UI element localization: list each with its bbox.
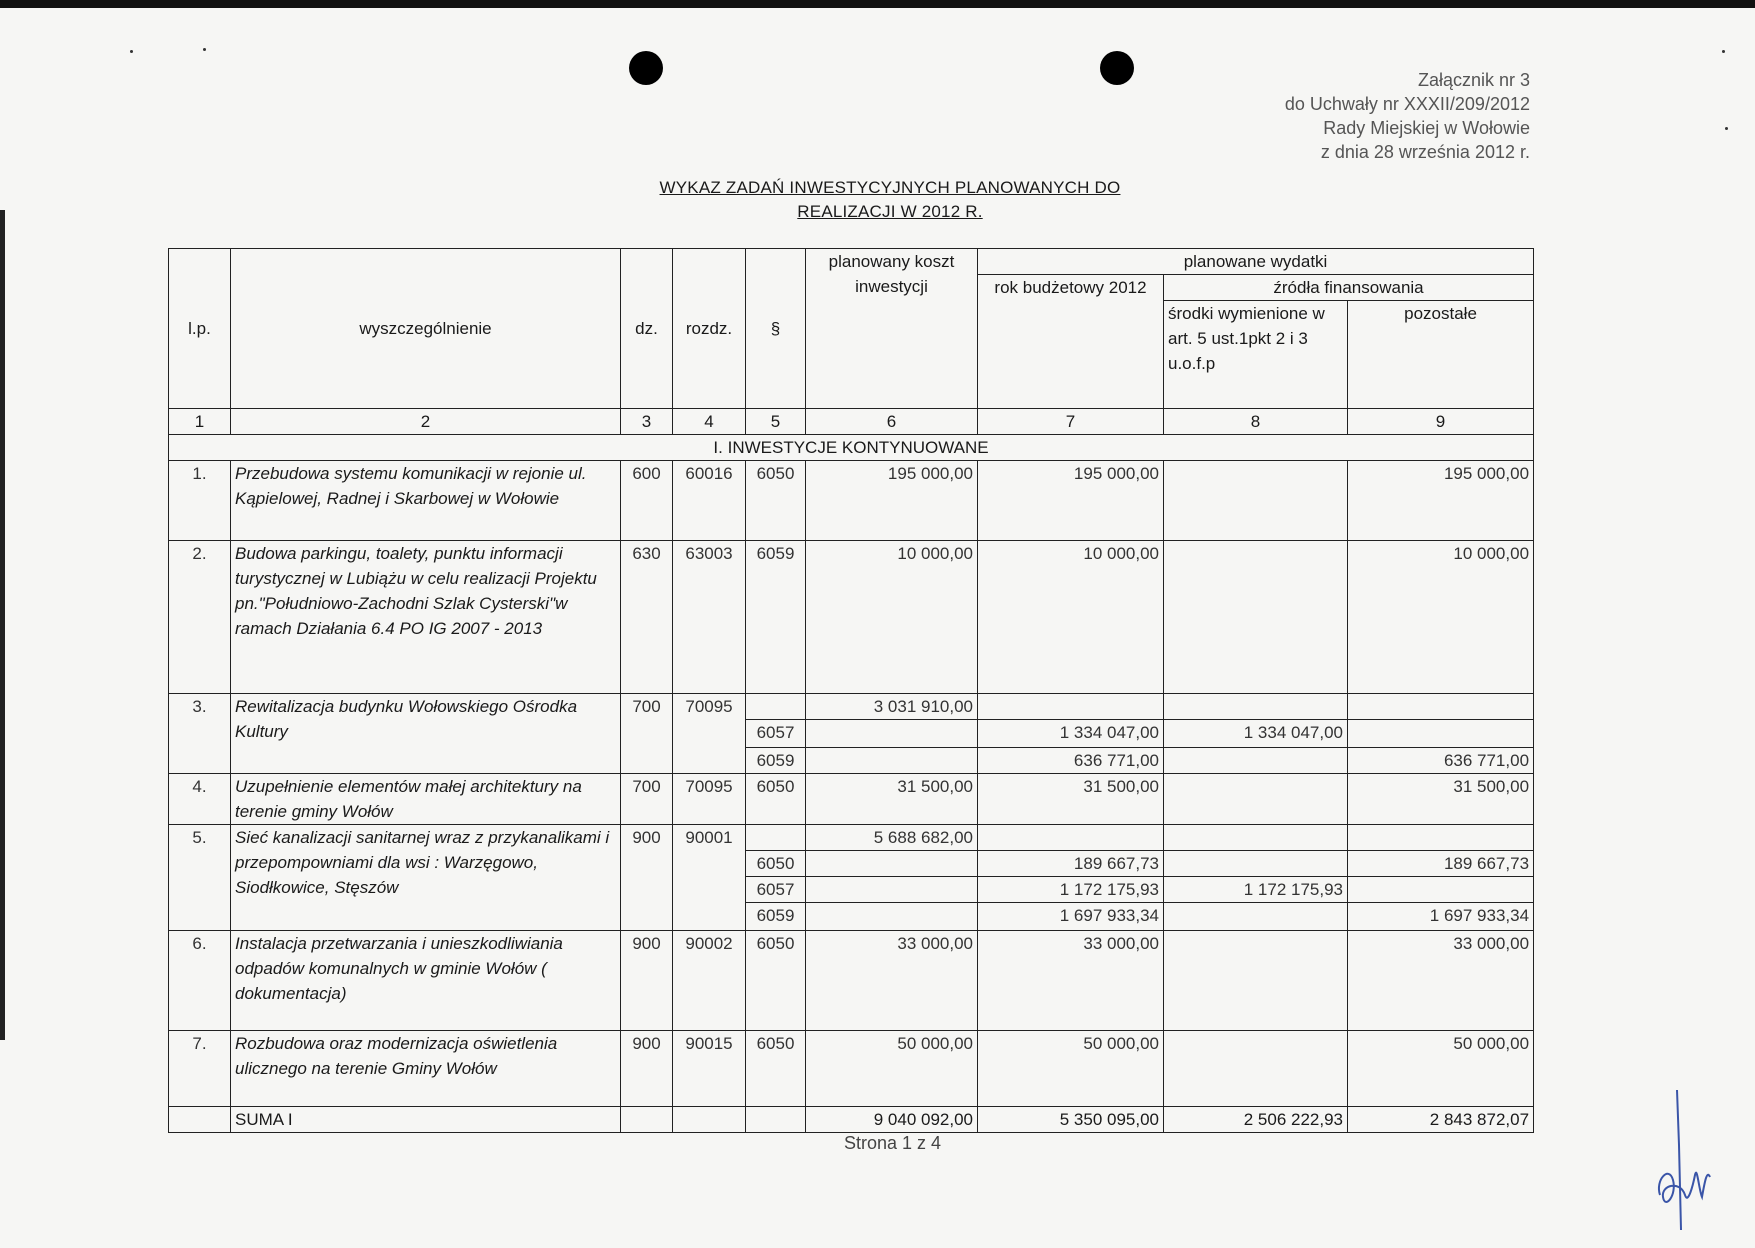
row-other: 50 000,00 [1348, 1031, 1534, 1107]
subrow-funds-art5: 1 172 175,93 [1164, 877, 1348, 903]
table-row [169, 825, 1534, 851]
table-row [169, 541, 1534, 694]
resolution-date: z dnia 28 września 2012 r. [1320, 142, 1530, 162]
row-other [1348, 825, 1534, 851]
row-planned-cost: 3 031 910,00 [806, 694, 978, 720]
table-row [169, 931, 1534, 1031]
title-line-1: WYKAZ ZADAŃ INWESTYCYJNYCH PLANOWANYCH DO [659, 178, 1121, 197]
scan-speck [1722, 50, 1725, 53]
column-number: 8 [1164, 409, 1348, 435]
attachment-number: Załącznik nr 3 [1417, 70, 1530, 90]
header-rozdz: rozdz. [673, 249, 746, 409]
header-paragraph: § [746, 249, 806, 409]
row-funds-art5 [1164, 694, 1348, 720]
row-description: Rozbudowa oraz modernizacja oświetlenia ulicznego na terenie Gminy Wołów [231, 1031, 621, 1107]
row-planned-cost: 50 000,00 [806, 1031, 978, 1107]
row-funds-art5 [1164, 931, 1348, 1031]
handwritten-signature [1655, 1085, 1715, 1235]
sum-row [169, 1107, 1534, 1133]
row-other [1348, 694, 1534, 720]
sum-paragraph [746, 1107, 806, 1133]
row-budget-year [978, 825, 1164, 851]
punch-hole-left [629, 51, 663, 85]
row-other: 33 000,00 [1348, 931, 1534, 1031]
row-paragraph: 6050 [746, 931, 806, 1031]
subrow-other [1348, 877, 1534, 903]
column-number: 3 [621, 409, 673, 435]
row-paragraph [746, 694, 806, 720]
row-funds-art5 [1164, 461, 1348, 541]
subrow-paragraph: 6050 [746, 851, 806, 877]
row-paragraph: 6050 [746, 774, 806, 825]
row-lp: 2. [169, 541, 231, 694]
row-budget-year: 33 000,00 [978, 931, 1164, 1031]
table-row [169, 774, 1534, 825]
row-paragraph [746, 825, 806, 851]
row-rozdz: 90015 [673, 1031, 746, 1107]
subrow-budget-year: 1 172 175,93 [978, 877, 1164, 903]
header-budget-year: rok budżetowy 2012 [978, 275, 1164, 409]
row-rozdz: 70095 [673, 774, 746, 825]
header-dz: dz. [621, 249, 673, 409]
scan-left-edge [0, 210, 5, 1040]
row-budget-year: 10 000,00 [978, 541, 1164, 694]
row-planned-cost: 195 000,00 [806, 461, 978, 541]
subrow-budget-year: 1 697 933,34 [978, 903, 1164, 931]
sum-rozdz [673, 1107, 746, 1133]
row-rozdz: 60016 [673, 461, 746, 541]
subrow-planned-cost [806, 877, 978, 903]
sum-lp [169, 1107, 231, 1133]
row-funds-art5 [1164, 1031, 1348, 1107]
subrow-planned-cost [806, 903, 978, 931]
column-numbers-row [169, 409, 1534, 435]
subrow-planned-cost [806, 748, 978, 774]
row-dz: 900 [621, 931, 673, 1031]
subrow-budget-year: 189 667,73 [978, 851, 1164, 877]
row-planned-cost: 31 500,00 [806, 774, 978, 825]
row-lp: 7. [169, 1031, 231, 1107]
subrow-other [1348, 720, 1534, 748]
row-funds-art5 [1164, 825, 1348, 851]
header-funds-art5: środki wymienione w art. 5 ust.1pkt 2 i 3 u.o.f.p [1164, 301, 1348, 409]
row-dz: 900 [621, 825, 673, 931]
subrow-paragraph: 6057 [746, 877, 806, 903]
row-budget-year: 195 000,00 [978, 461, 1164, 541]
row-lp: 6. [169, 931, 231, 1031]
column-number: 5 [746, 409, 806, 435]
punch-hole-right [1100, 51, 1134, 85]
subrow-budget-year: 636 771,00 [978, 748, 1164, 774]
row-other: 195 000,00 [1348, 461, 1534, 541]
row-description: Sieć kanalizacji sanitarnej wraz z przykanalikami i przepompowniami dla wsi : Warzęgowo, Siodłkowice, Stęszów [231, 825, 621, 931]
column-number: 2 [231, 409, 621, 435]
row-rozdz: 90002 [673, 931, 746, 1031]
column-number: 1 [169, 409, 231, 435]
row-dz: 900 [621, 1031, 673, 1107]
row-description: Przebudowa systemu komunikacji w rejonie ul. Kąpielowej, Radnej i Skarbowej w Wołowie [231, 461, 621, 541]
row-description: Instalacja przetwarzania i unieszkodliwiania odpadów komunalnych w gminie Wołów ( dokumentacja) [231, 931, 621, 1031]
row-lp: 1. [169, 461, 231, 541]
sum-label: SUMA I [231, 1107, 621, 1133]
row-rozdz: 90001 [673, 825, 746, 931]
row-budget-year [978, 694, 1164, 720]
row-other: 10 000,00 [1348, 541, 1534, 694]
investment-table [168, 248, 1534, 1133]
subrow-paragraph: 6059 [746, 748, 806, 774]
row-description: Uzupełnienie elementów małej architektury na terenie gminy Wołów [231, 774, 621, 825]
council-name: Rady Miejskiej w Wołowie [1323, 118, 1530, 138]
page-number: Strona 1 z 4 [843, 1133, 942, 1153]
row-dz: 600 [621, 461, 673, 541]
subrow-other: 636 771,00 [1348, 748, 1534, 774]
row-paragraph: 6059 [746, 541, 806, 694]
subrow-planned-cost [806, 720, 978, 748]
row-description: Budowa parkingu, toalety, punktu informacji turystycznej w Lubiążu w celu realizacji Projektu pn."Południowo-Zachodni Szlak Cysterski"w ramach Działania 6.4 PO IG 2007 - 2013 [231, 541, 621, 694]
sum-funds-art5: 2 506 222,93 [1164, 1107, 1348, 1133]
row-budget-year: 31 500,00 [978, 774, 1164, 825]
row-rozdz: 63003 [673, 541, 746, 694]
row-planned-cost: 33 000,00 [806, 931, 978, 1031]
sum-dz [621, 1107, 673, 1133]
subrow-paragraph: 6059 [746, 903, 806, 931]
column-number: 7 [978, 409, 1164, 435]
scan-speck [203, 48, 206, 51]
subrow-funds-art5 [1164, 748, 1348, 774]
header-planned-cost: planowany koszt inwestycji [806, 249, 978, 409]
row-planned-cost: 10 000,00 [806, 541, 978, 694]
sum-other: 2 843 872,07 [1348, 1107, 1534, 1133]
subrow-paragraph: 6057 [746, 720, 806, 748]
column-number: 6 [806, 409, 978, 435]
document-title [600, 176, 1180, 224]
header-funding-sources: źródła finansowania [1164, 275, 1534, 301]
subrow-funds-art5 [1164, 903, 1348, 931]
attachment-header [1285, 68, 1530, 164]
title-line-2: REALIZACJI W 2012 R. [797, 202, 983, 221]
column-number: 4 [673, 409, 746, 435]
row-funds-art5 [1164, 541, 1348, 694]
subrow-budget-year: 1 334 047,00 [978, 720, 1164, 748]
resolution-number: do Uchwały nr XXXII/209/2012 [1284, 94, 1530, 114]
subrow-other: 1 697 933,34 [1348, 903, 1534, 931]
section-row [169, 435, 1534, 461]
section-title: I. INWESTYCJE KONTYNUOWANE [169, 435, 1534, 461]
row-other: 31 500,00 [1348, 774, 1534, 825]
subrow-other: 189 667,73 [1348, 851, 1534, 877]
subrow-planned-cost [806, 851, 978, 877]
column-number: 9 [1348, 409, 1534, 435]
row-paragraph: 6050 [746, 461, 806, 541]
scan-speck [130, 50, 133, 53]
row-funds-art5 [1164, 774, 1348, 825]
table-row [169, 694, 1534, 720]
row-lp: 5. [169, 825, 231, 931]
scan-top-edge [0, 0, 1755, 8]
row-dz: 700 [621, 774, 673, 825]
row-lp: 4. [169, 774, 231, 825]
header-description: wyszczególnienie [231, 249, 621, 409]
sum-planned-cost: 9 040 092,00 [806, 1107, 978, 1133]
header-lp: l.p. [169, 249, 231, 409]
row-budget-year: 50 000,00 [978, 1031, 1164, 1107]
row-rozdz: 70095 [673, 694, 746, 774]
row-dz: 630 [621, 541, 673, 694]
header-planned-expenses: planowane wydatki [978, 249, 1534, 275]
table-row [169, 461, 1534, 541]
row-lp: 3. [169, 694, 231, 774]
row-description: Rewitalizacja budynku Wołowskiego Ośrodka Kultury [231, 694, 621, 774]
scan-speck [1725, 127, 1728, 130]
subrow-funds-art5: 1 334 047,00 [1164, 720, 1348, 748]
subrow-funds-art5 [1164, 851, 1348, 877]
sum-budget-year: 5 350 095,00 [978, 1107, 1164, 1133]
row-planned-cost: 5 688 682,00 [806, 825, 978, 851]
row-paragraph: 6050 [746, 1031, 806, 1107]
table-row [169, 1031, 1534, 1107]
row-dz: 700 [621, 694, 673, 774]
header-other: pozostałe [1348, 301, 1534, 409]
